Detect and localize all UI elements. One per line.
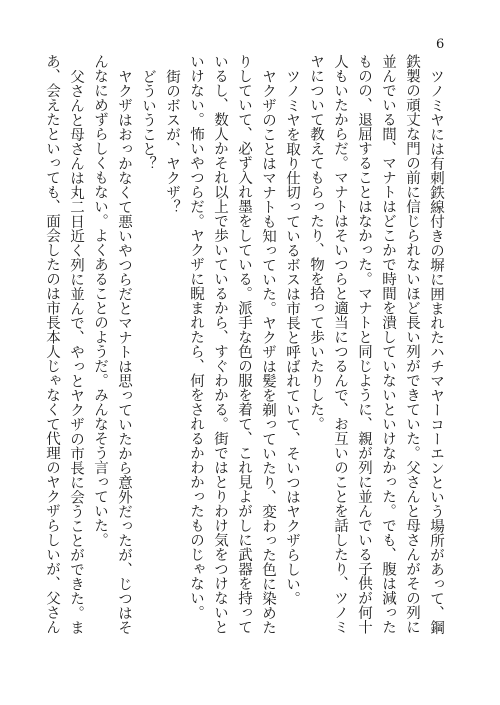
text-line: ツノミヤには有刺鉄線付きの塀に囲まれたハチマヤーコーエンという場所があって、鋼 <box>428 68 444 634</box>
text-line: いけない。怖いやつらだ。ヤクザに睨まれたら、何をされるかわかったものじゃない。 <box>188 54 204 620</box>
text-line: 鉄製の頑丈な門の前に信じられないほど長い列ができていた。父さんと母さんがその列に <box>404 54 420 634</box>
text-line: ヤクザはおっかなくて悪いやつらだとマナトは思っていたから意外だったが、じつはそ <box>116 68 132 634</box>
text-line: ヤについて教えてもらったり、物を拾って歩いたりした。 <box>308 54 324 431</box>
text-line: いるし、数人かそれ以上で歩いているから、すぐわかる。街ではとりわけ気をつけないと <box>212 54 228 634</box>
text-line: 人もいたからだ。マナトはそいつらと適当につるんで、お互いのことを話したり、ツノミ <box>332 54 348 634</box>
text-line: あ、会えたといっても、面会したのは市長本人じゃなくて代理のヤクザらしいが、父さん <box>44 54 60 634</box>
text-line: ツノミヤを取り仕切っているボスは市長と呼ばれていて、そいつはヤクザらしい。 <box>284 68 300 605</box>
text-line: 父さんと母さんは丸二日近く列に並んで、やっとヤクザの市長に会うことができた。ま <box>68 68 84 634</box>
text-line: んなにめずらしくもない。よくあることのようだ。みんなそう言っていた。 <box>92 54 108 547</box>
text-line: 街のボスが、ヤクザ？ <box>164 68 180 214</box>
vertical-text-block <box>44 54 448 634</box>
text-line: ヤクザのことはマナトも知っていた。ヤクザは髪を剃っていたり、変わった色に染めた <box>260 68 276 634</box>
page-number: 6 <box>436 37 445 52</box>
text-line: ものの、退屈することはなかった。マナトと同じように、親が列に並んでいる子供が何十 <box>356 54 372 634</box>
text-line: どういうこと？ <box>140 68 156 170</box>
text-line: りしていて、必ず入れ墨をしている。派手な色の服を着て、これ見よがしに武器を持って <box>236 54 252 634</box>
text-line: 並んでいる間、マナトはどこかで時間を潰していないといけなかった。でも、腹は減った <box>380 54 396 634</box>
